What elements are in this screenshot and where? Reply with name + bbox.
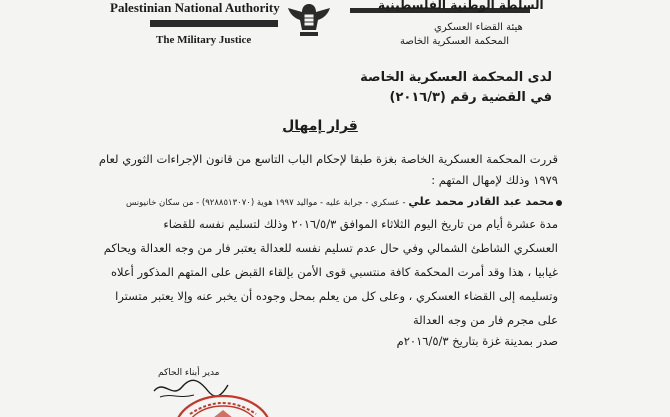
para2-line: العسكري الشاطئ الشمالي وفي حال عدم تسليم نفسه للعدالة يعتبر فار من وجه العدالة ويحاكم — [103, 241, 558, 255]
addressee-line1: لدى المحكمة العسكرية الخاصة — [360, 70, 552, 85]
para2-line: مدة عشرة أيام من تاريخ اليوم الثلاثاء الموافق ٢٠١٦/٥/٣ وذلك لتسليم نفسه للقضاء — [163, 217, 558, 231]
accused-details: - عسكري - جرابة عليه - مواليد ١٩٩٧ هوية (٩٢٨٨٥١٣٠٧٠) - من سكان خانيونس — [125, 198, 409, 208]
accused-name: محمد عبد القادر محمد علي — [408, 195, 554, 208]
issued-date: صدر بمدينة غزة بتاريخ ٢٠١٦/٥/٣م — [396, 334, 558, 348]
header-arabic-title: السلطة الوطنية الفلسطينية — [378, 0, 544, 12]
accused-entry — [126, 195, 554, 208]
bullet-icon — [556, 200, 562, 206]
header-english-subtitle: The Military Justice — [156, 34, 252, 46]
addressee-line2: في القضية رقم (٢٠١٦/٣) — [389, 90, 552, 105]
header-arabic-line1: هيئة القضاء العسكري — [434, 22, 523, 33]
para2-line: غيابيا ، هذا وقد أمرت المحكمة كافة منتسبي قوى الأمن بإلقاء القبض على المتهم المذكور أعلاه — [110, 265, 558, 279]
signature-title: مدير أبناء الحاكم — [158, 368, 220, 378]
decision-title: قرار إمهال — [282, 118, 358, 134]
header-english-rule — [150, 20, 278, 27]
header-arabic-line2: المحكمة العسكرية الخاصة — [400, 36, 510, 47]
para1-line1: قررت المحكمة العسكرية الخاصة بغزة طبقا لإحكام الباب التاسع من قانون الإجراءات الثوري لعام — [98, 152, 558, 166]
header-english-title: Palestinian National Authority — [110, 0, 280, 15]
para2-line: على مجرم فار من وجه العدالة — [412, 313, 558, 327]
eagle-emblem-icon — [282, 0, 336, 40]
official-seal-icon — [168, 388, 278, 417]
para2-line: وتسليمه إلى القضاء العسكري ، وعلى كل من يعلم بمحل وجوده أن يخبر عنه وإلا يعتبر متسترا — [115, 289, 558, 303]
para1-line2: ١٩٧٩ وذلك لإمهال المتهم : — [431, 173, 558, 187]
